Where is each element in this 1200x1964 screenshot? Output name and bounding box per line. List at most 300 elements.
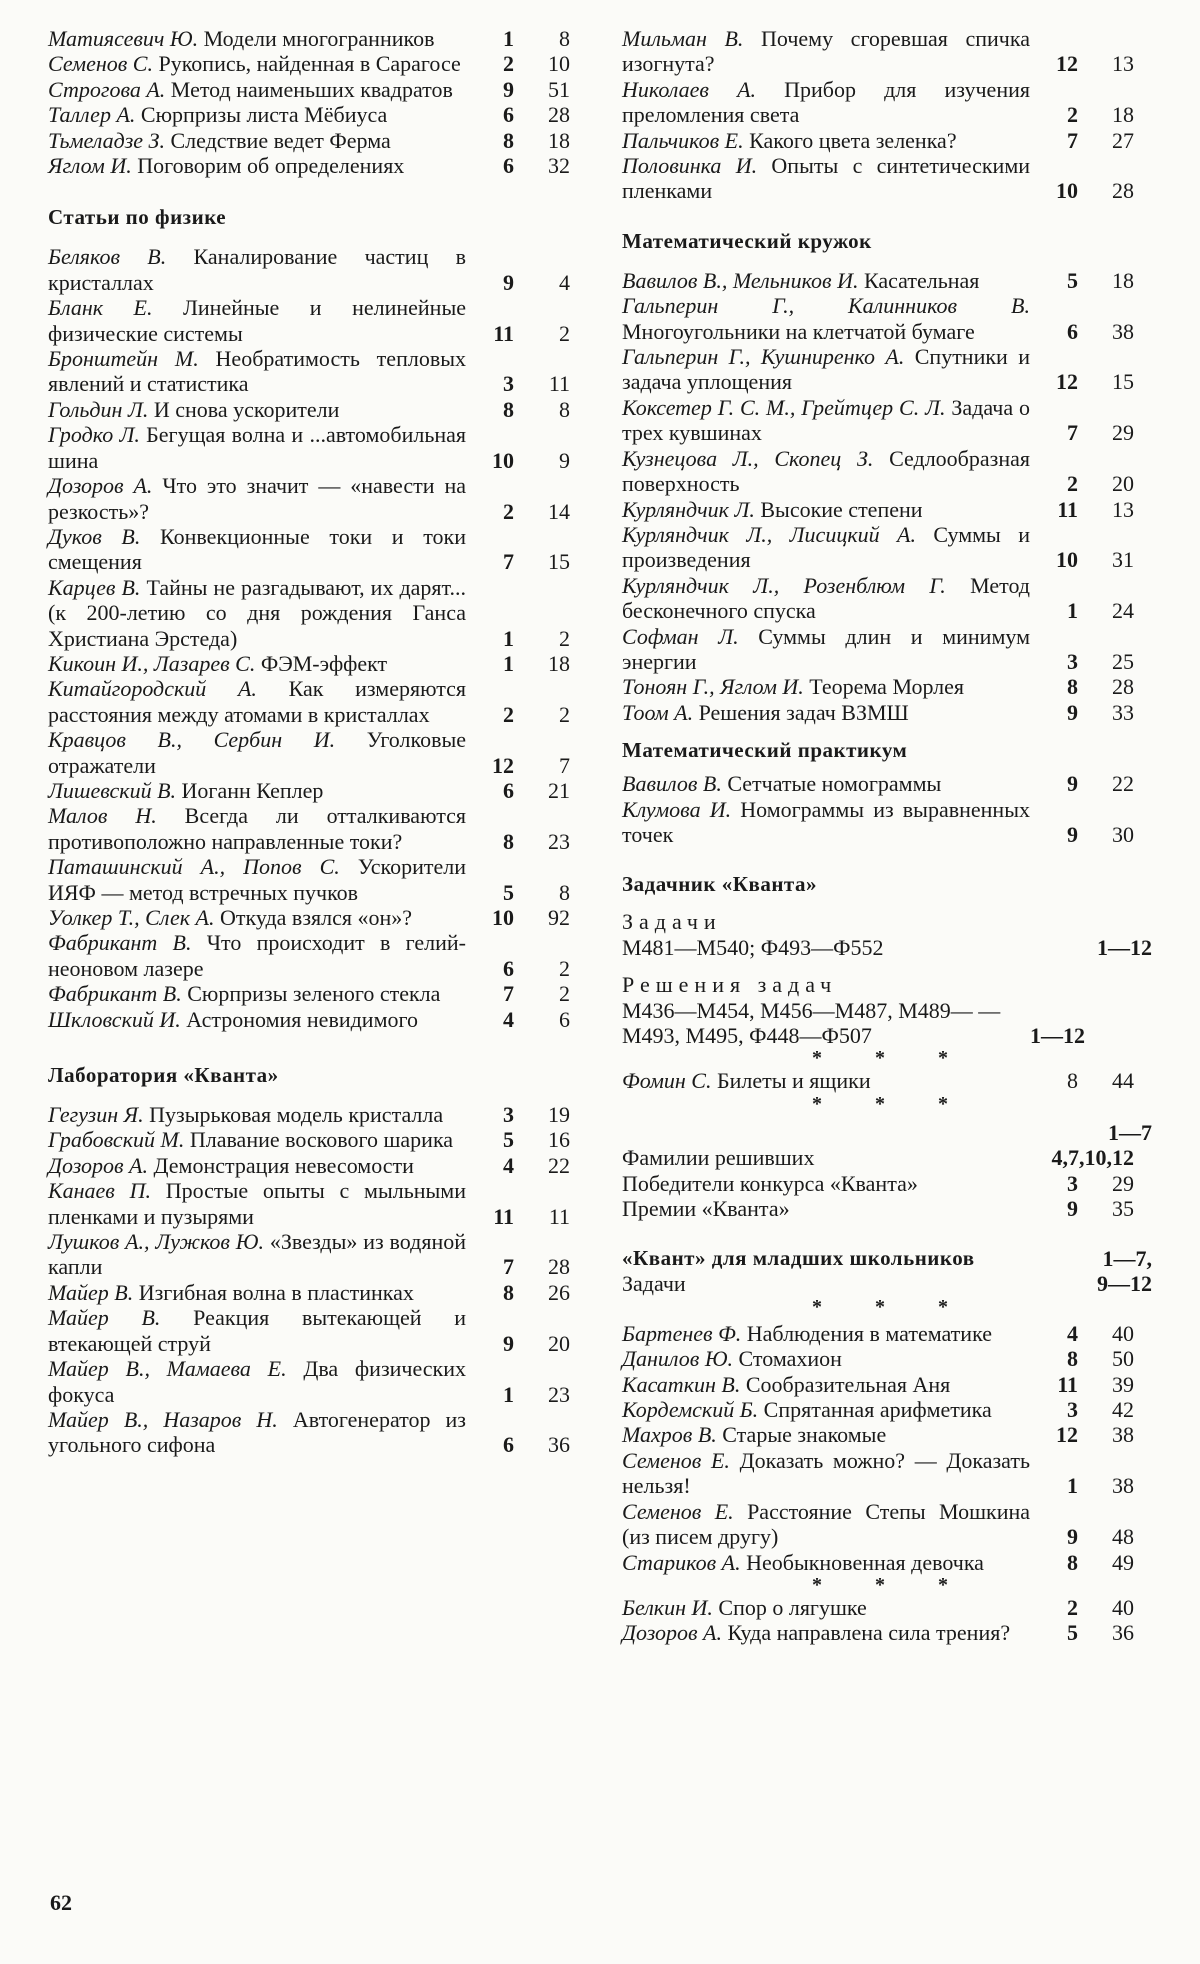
- misc-issue: 9: [1067, 1196, 1078, 1222]
- entry-issue: 1: [503, 650, 514, 676]
- entry-author: Строгова А.: [48, 76, 166, 102]
- entry-page: 7: [559, 752, 570, 778]
- entry-text: [622, 497, 1030, 522]
- index-entry: [622, 446, 1152, 497]
- entry-list: [48, 244, 588, 1032]
- entry-issue: 8: [503, 828, 514, 854]
- entry-page: 29: [1112, 420, 1134, 446]
- entry-title: ФЭМ-эффект: [260, 650, 388, 676]
- entry-title: Изгибная волна в пластинках: [138, 1279, 414, 1305]
- index-entry: [622, 77, 1152, 128]
- solutions-issues: 1—12: [1030, 1023, 1085, 1048]
- entry-text: [48, 803, 466, 854]
- entry-text: [48, 854, 466, 905]
- index-entry: [48, 575, 588, 651]
- entry-author: Курляндчик Л., Розенблюм Г.: [622, 572, 946, 598]
- misc-entry: [622, 1171, 1152, 1196]
- entry-page: 28: [548, 1254, 570, 1280]
- index-entry: [48, 1305, 588, 1356]
- entry-issue: 7: [1067, 127, 1078, 153]
- entry-text: [622, 153, 1030, 204]
- entry-page: 40: [1112, 1320, 1134, 1346]
- entry-page: 8: [559, 396, 570, 422]
- entry-text: [622, 344, 1030, 395]
- entry-issue: 3: [1067, 1397, 1078, 1423]
- entry-author: Бланк Е.: [48, 295, 153, 321]
- entry-text: [48, 26, 466, 51]
- entry-text: [48, 524, 466, 575]
- entry-title: Высокие степени: [760, 496, 923, 522]
- section-heading-junior: «Квант» для младших школьников: [622, 1246, 975, 1271]
- entry-issue: 6: [1067, 318, 1078, 344]
- index-entry: [48, 1356, 588, 1407]
- entry-author: Семенов Е.: [622, 1498, 734, 1524]
- index-entry: [48, 930, 588, 981]
- index-entry: [48, 473, 588, 524]
- entry-author: Бронштейн М.: [48, 346, 199, 372]
- section-heading-math-practicum: Математический практикум: [622, 738, 908, 763]
- entry-title: Простые опыты с мыльными пленками и пузырями: [48, 1178, 467, 1229]
- entry-title: Тайны не разгадывают, их дарят... (к 200-летию со дня рождения Ганса Христиана Эрстеда): [48, 574, 466, 651]
- entry-text: [48, 1127, 466, 1152]
- left-column: [48, 26, 588, 1458]
- entry-text: [48, 128, 466, 153]
- entry-author: Дозоров А.: [48, 1152, 148, 1178]
- index-entry: [622, 1372, 1152, 1397]
- entry-issue: 6: [503, 1432, 514, 1458]
- entry-page: 18: [1112, 102, 1134, 128]
- separator-stars: * * *: [812, 1573, 972, 1596]
- entry-text: [48, 930, 466, 981]
- index-entry: [48, 26, 588, 51]
- entry-title: Стомахион: [738, 1346, 842, 1372]
- entry-title: Спрятанная арифметика: [763, 1397, 992, 1423]
- entry-title: Доказать можно? — Доказать нельзя!: [622, 1447, 1031, 1499]
- entry-text: [48, 1407, 466, 1458]
- entry-text: [622, 395, 1030, 446]
- entry-issue: 3: [503, 1102, 514, 1128]
- entry-text: [622, 771, 1030, 796]
- entry-list: [48, 1102, 588, 1458]
- entry-text: [48, 1102, 466, 1127]
- entry-issue: 8: [503, 396, 514, 422]
- entry-author: Махров В.: [622, 1422, 717, 1448]
- entry-page: 2: [559, 701, 570, 727]
- entry-text: [622, 1550, 1030, 1575]
- entry-text: [48, 346, 466, 397]
- solutions-label: Решения задач: [622, 972, 838, 998]
- misc-issues-top: 1—7: [1108, 1119, 1152, 1145]
- entry-title: Что это значит — «навести на резкость»?: [48, 473, 466, 524]
- entry-text: [622, 1321, 1030, 1346]
- index-entry: [622, 26, 1152, 77]
- entry-title: Почему сгоревшая спичка изогнута?: [622, 26, 1030, 77]
- index-entry: [622, 1346, 1152, 1371]
- entry-text: [622, 446, 1030, 497]
- index-entry: [622, 293, 1152, 344]
- entry-issue: 5: [503, 879, 514, 905]
- separator-stars: * * *: [812, 1295, 972, 1318]
- entry-issue: 8: [503, 1279, 514, 1305]
- entry-author: Вавилов В., Мельников И.: [622, 267, 859, 293]
- entry-text: [622, 522, 1030, 573]
- entry-page: 36: [548, 1432, 570, 1458]
- index-entry: [622, 1068, 1152, 1093]
- index-entry: [48, 676, 588, 727]
- entry-page: 26: [548, 1279, 570, 1305]
- index-entry: [622, 268, 1152, 293]
- entry-author: Беляков В.: [48, 244, 167, 270]
- entry-author: Майер В.: [48, 1279, 134, 1305]
- entry-author: Шкловский И.: [48, 1006, 181, 1032]
- solutions-range: М436—М454, М456—М487, М489— —М493, М495, Ф448—Ф507: [622, 997, 1001, 1048]
- entry-page: 4: [559, 269, 570, 295]
- entry-title: Седлообразная поверхность: [622, 445, 1030, 497]
- entry-author: Майер В.: [48, 1305, 161, 1331]
- entry-title: Конвекционные токи и токи смещения: [48, 523, 467, 575]
- entry-page: 2: [559, 981, 570, 1007]
- entry-author: Китайгородский А.: [48, 676, 257, 702]
- entry-page: 14: [548, 498, 570, 524]
- entry-page: 38: [1112, 1422, 1134, 1448]
- section-heading-problems: Задачник «Кванта»: [622, 872, 817, 897]
- entry-title: Необыкновенная девочка: [746, 1549, 984, 1575]
- entry-issue: 11: [1057, 496, 1078, 522]
- entry-author: Карцев В.: [48, 574, 141, 600]
- problems-range: М481—М540; Ф493—Ф552: [622, 934, 884, 960]
- entry-text: [622, 573, 1030, 624]
- entry-list: [622, 771, 1152, 847]
- entry-author: Гродко Л.: [48, 422, 140, 448]
- entry-page: 49: [1112, 1549, 1134, 1575]
- section-heading-math-circle: Математический кружок: [622, 228, 872, 253]
- entry-issue: 8: [1067, 674, 1078, 700]
- entry-title: Плавание воскового шарика: [189, 1127, 454, 1153]
- entry-page: 2: [559, 625, 570, 651]
- entry-title: Суммы длин и минимум энергии: [622, 623, 1030, 674]
- entry-title: Решения задач ВЗМШ: [698, 699, 909, 725]
- entry-author: Гальперин Г., Калинников В.: [622, 293, 1030, 319]
- index-entry: [48, 77, 588, 102]
- entry-text: [48, 1007, 466, 1032]
- entry-issue: 10: [1056, 178, 1078, 204]
- index-entry: [48, 727, 588, 778]
- entry-author: Фабрикант В.: [48, 930, 192, 956]
- entry-issue: 2: [1067, 471, 1078, 497]
- entry-issue: 7: [503, 549, 514, 575]
- junior-tasks-issues: 9—12: [1097, 1271, 1152, 1297]
- entry-title: «Звезды» из водяной капли: [48, 1229, 466, 1280]
- index-entry: [48, 51, 588, 76]
- entry-page: 6: [559, 1006, 570, 1032]
- misc-entry: [622, 1196, 1152, 1221]
- entry-issue: 6: [503, 955, 514, 981]
- entry-title: Автогенератор из угольного сифона: [48, 1406, 466, 1458]
- entry-title: Необратимость тепловых явлений и статистика: [48, 346, 466, 397]
- entry-author: Дозоров А.: [48, 473, 153, 499]
- entry-issue: 1: [503, 26, 514, 51]
- page-number: 62: [50, 1890, 72, 1915]
- entry-issue: 10: [492, 447, 514, 473]
- entry-title: Что происходит в гелий-неоновом лазере: [48, 930, 466, 981]
- entry-text: [48, 905, 466, 930]
- entry-page: 27: [1112, 127, 1134, 153]
- entry-author: Пальчиков Е.: [622, 127, 744, 153]
- entry-title: Касательная: [863, 267, 980, 293]
- entry-text: [48, 575, 466, 651]
- index-entry: [48, 422, 588, 473]
- entry-author: Матиясевич Ю.: [48, 26, 199, 51]
- entry-title: Сюрпризы зеленого стекла: [187, 981, 441, 1007]
- entry-author: Вавилов В.: [622, 771, 722, 797]
- entry-page: 20: [1112, 471, 1134, 497]
- entry-title: Уголковые отражатели: [48, 727, 466, 778]
- index-entry: [622, 1448, 1152, 1499]
- entry-issue: 4: [503, 1006, 514, 1032]
- entry-title: Следствие ведет Ферма: [170, 127, 391, 153]
- entry-list: [622, 1321, 1152, 1575]
- entry-author: Гегузин Я.: [48, 1102, 144, 1128]
- index-entry: [622, 344, 1152, 395]
- index-entry: [48, 153, 588, 178]
- entry-issue: 9: [1067, 821, 1078, 847]
- entry-page: 8: [559, 26, 570, 51]
- entry-text: [48, 422, 466, 473]
- entry-issue: 9: [1067, 771, 1078, 797]
- entry-issue: 11: [493, 1203, 514, 1229]
- entry-title: Куда направлена сила трения?: [727, 1620, 1011, 1646]
- entry-text: [622, 797, 1030, 848]
- entry-page: 23: [548, 828, 570, 854]
- entry-page: 24: [1112, 598, 1134, 624]
- separator-stars: * * *: [812, 1092, 972, 1115]
- entry-page: 39: [1112, 1371, 1134, 1397]
- entry-text: [48, 1280, 466, 1305]
- entry-title: Модели многогранников: [203, 26, 435, 51]
- entry-page: 44: [1112, 1068, 1134, 1094]
- entry-text: [48, 102, 466, 127]
- index-entry: [48, 1153, 588, 1178]
- section-heading-physics: Статьи по физике: [48, 205, 227, 230]
- index-entry: [48, 1407, 588, 1458]
- misc-page: 35: [1112, 1196, 1134, 1222]
- entry-issue: 11: [493, 320, 514, 346]
- entry-text: [622, 128, 1030, 153]
- entry-text: [48, 295, 466, 346]
- junior-tasks-label: Задачи: [622, 1271, 686, 1297]
- entry-text: [622, 1499, 1030, 1550]
- entry-page: 31: [1112, 547, 1134, 573]
- entry-issue: 9: [1067, 1524, 1078, 1550]
- index-entry: [622, 797, 1152, 848]
- index-entry: [48, 1229, 588, 1280]
- entry-issue: 10: [1056, 547, 1078, 573]
- entry-author: Фомин С.: [622, 1068, 712, 1094]
- entry-page: 18: [1112, 267, 1134, 293]
- entry-author: Семенов Е.: [622, 1447, 730, 1473]
- entry-page: 2: [559, 320, 570, 346]
- entry-page: 23: [548, 1381, 570, 1407]
- entry-text: [622, 77, 1030, 128]
- entry-page: 48: [1112, 1524, 1134, 1550]
- index-entry: [622, 1321, 1152, 1346]
- entry-title: Какого цвета зеленка?: [749, 127, 957, 153]
- entry-title: Два физических фокуса: [48, 1356, 467, 1407]
- entry-page: 13: [1112, 496, 1134, 522]
- misc-entry: [622, 1145, 1152, 1170]
- problems-issues: 1—12: [1097, 934, 1152, 960]
- entry-page: 19: [548, 1102, 570, 1128]
- entry-text: [48, 244, 466, 295]
- entry-issue: 1: [503, 1381, 514, 1407]
- entry-author: Курляндчик Л., Лисицкий А.: [622, 521, 916, 547]
- entry-issue: 8: [503, 127, 514, 153]
- index-entry: [622, 522, 1152, 573]
- entry-issue: 9: [503, 1330, 514, 1356]
- entry-page: 42: [1112, 1397, 1134, 1423]
- index-entry: [48, 854, 588, 905]
- entry-list: [48, 26, 588, 178]
- entry-text: [48, 676, 466, 727]
- misc-label: Премии «Кванта»: [622, 1196, 790, 1222]
- entry-author: Касаткин В.: [622, 1371, 741, 1397]
- entry-issue: 7: [503, 1254, 514, 1280]
- entry-list: [622, 1068, 1152, 1093]
- junior-tasks-row: [622, 1271, 1152, 1296]
- entry-title: Реакция вытекающей и втекающей струй: [48, 1305, 467, 1356]
- entry-title: Сюрпризы листа Мёбиуса: [140, 102, 388, 128]
- entry-title: Сообразительная Аня: [745, 1371, 951, 1397]
- entry-issue: 6: [503, 777, 514, 803]
- entry-title: Спор о лягушке: [718, 1594, 867, 1620]
- entry-author: Данилов Ю.: [622, 1346, 734, 1372]
- entry-author: Гальперин Г., Кушниренко А.: [622, 344, 905, 370]
- entry-author: Тьмеладзе З.: [48, 127, 165, 153]
- entry-author: Лушков А., Лужков Ю.: [48, 1229, 264, 1255]
- section-heading-lab: Лаборатория «Кванта»: [48, 1063, 279, 1088]
- entry-text: [622, 293, 1030, 344]
- entry-issue: 9: [503, 76, 514, 102]
- misc-issues-top-row: [622, 1120, 1152, 1145]
- entry-title: Линейные и нелинейные физические системы: [48, 295, 466, 346]
- entry-author: Уолкер Т., Слек А.: [48, 905, 215, 930]
- index-entry: [48, 397, 588, 422]
- entry-page: 20: [548, 1330, 570, 1356]
- entry-author: Фабрикант В.: [48, 981, 182, 1007]
- entry-text: [48, 981, 466, 1006]
- entry-page: 2: [559, 955, 570, 981]
- entry-author: Тоом А.: [622, 699, 694, 725]
- index-entry: [48, 651, 588, 676]
- entry-author: Таллер А.: [48, 102, 136, 128]
- misc-label: Победители конкурса «Кванта»: [622, 1170, 918, 1196]
- entry-issue: 12: [1056, 369, 1078, 395]
- entry-title: Задача о трех кувшинах: [622, 394, 1030, 446]
- problems-label: Задачи: [622, 909, 722, 935]
- separator-stars: * * *: [812, 1047, 972, 1070]
- entry-list: [622, 26, 1152, 204]
- entry-issue: 7: [503, 981, 514, 1007]
- entry-text: [48, 153, 466, 178]
- index-entry: [48, 1280, 588, 1305]
- entry-title: Метод наименьших квадратов: [170, 76, 453, 102]
- entry-issue: 4: [503, 1152, 514, 1178]
- entry-text: [622, 1346, 1030, 1371]
- entry-page: 15: [548, 549, 570, 575]
- entry-text: [48, 1178, 466, 1229]
- entry-page: 8: [559, 879, 570, 905]
- entry-issue: 2: [1067, 102, 1078, 128]
- entry-text: [622, 624, 1030, 675]
- entry-title: Спутники и задача уплощения: [622, 344, 1030, 395]
- entry-text: [48, 1356, 466, 1407]
- entry-issue: 9: [503, 269, 514, 295]
- entry-page: 28: [548, 102, 570, 128]
- entry-title: Откуда взялся «он»?: [219, 905, 413, 930]
- entry-title: Пузырьковая модель кристалла: [149, 1102, 444, 1128]
- entry-author: Кравцов В., Сербин И.: [48, 727, 336, 753]
- index-entry: [48, 128, 588, 153]
- entry-text: [48, 397, 466, 422]
- entry-author: Гольдин Л.: [48, 396, 149, 422]
- entry-title: Старые знакомые: [722, 1422, 887, 1448]
- entry-title: Многоугольники на клетчатой бумаге: [622, 318, 975, 344]
- entry-page: 22: [1112, 771, 1134, 797]
- entry-page: 18: [548, 650, 570, 676]
- entry-text: [622, 1448, 1030, 1499]
- entry-text: [48, 1153, 466, 1178]
- entry-text: [622, 1422, 1030, 1447]
- entry-title: Опыты с синтетическими пленками: [622, 153, 1031, 204]
- entry-title: И снова ускорители: [153, 396, 340, 422]
- index-entry: [48, 803, 588, 854]
- index-entry: [48, 346, 588, 397]
- entry-author: Малов Н.: [48, 803, 157, 829]
- misc-page: 29: [1112, 1170, 1134, 1196]
- entry-author: Кикоин И., Лазарев С.: [48, 650, 256, 676]
- entry-author: Курляндчик Л.: [622, 496, 755, 522]
- entry-issue: 12: [492, 752, 514, 778]
- index-entry: [48, 244, 588, 295]
- misc-issue: 3: [1067, 1170, 1078, 1196]
- entry-issue: 5: [503, 1127, 514, 1153]
- entry-page: 15: [1112, 369, 1134, 395]
- index-entry: [48, 1178, 588, 1229]
- misc-label: Фамилии решивших: [622, 1145, 815, 1171]
- entry-page: 92: [548, 905, 570, 930]
- entry-author: Софман Л.: [622, 623, 739, 649]
- entry-author: Дозоров А.: [622, 1620, 722, 1646]
- entry-author: Стариков А.: [622, 1549, 741, 1575]
- junior-heading-issues: 1—7,: [1102, 1246, 1152, 1272]
- entry-issue: 12: [1056, 51, 1078, 77]
- solutions-label-row: [622, 972, 1152, 997]
- entry-list: [622, 268, 1152, 725]
- entry-title: Иоганн Кеплер: [181, 777, 324, 803]
- entry-title: Демонстрация невесомости: [153, 1152, 414, 1178]
- entry-author: Семенов С.: [48, 51, 153, 77]
- entry-author: Половинка И.: [622, 153, 758, 179]
- entry-text: [622, 1620, 1030, 1645]
- index-entry: [622, 771, 1152, 796]
- entry-author: Яглом И.: [48, 153, 132, 179]
- entry-issue: 7: [1067, 420, 1078, 446]
- entry-issue: 1: [503, 625, 514, 651]
- index-entry: [622, 700, 1152, 725]
- entry-issue: 6: [503, 102, 514, 128]
- entry-title: Номограммы из выравненных точек: [622, 796, 1030, 847]
- entry-title: Бегущая волна и ...автомобильная шина: [48, 422, 467, 473]
